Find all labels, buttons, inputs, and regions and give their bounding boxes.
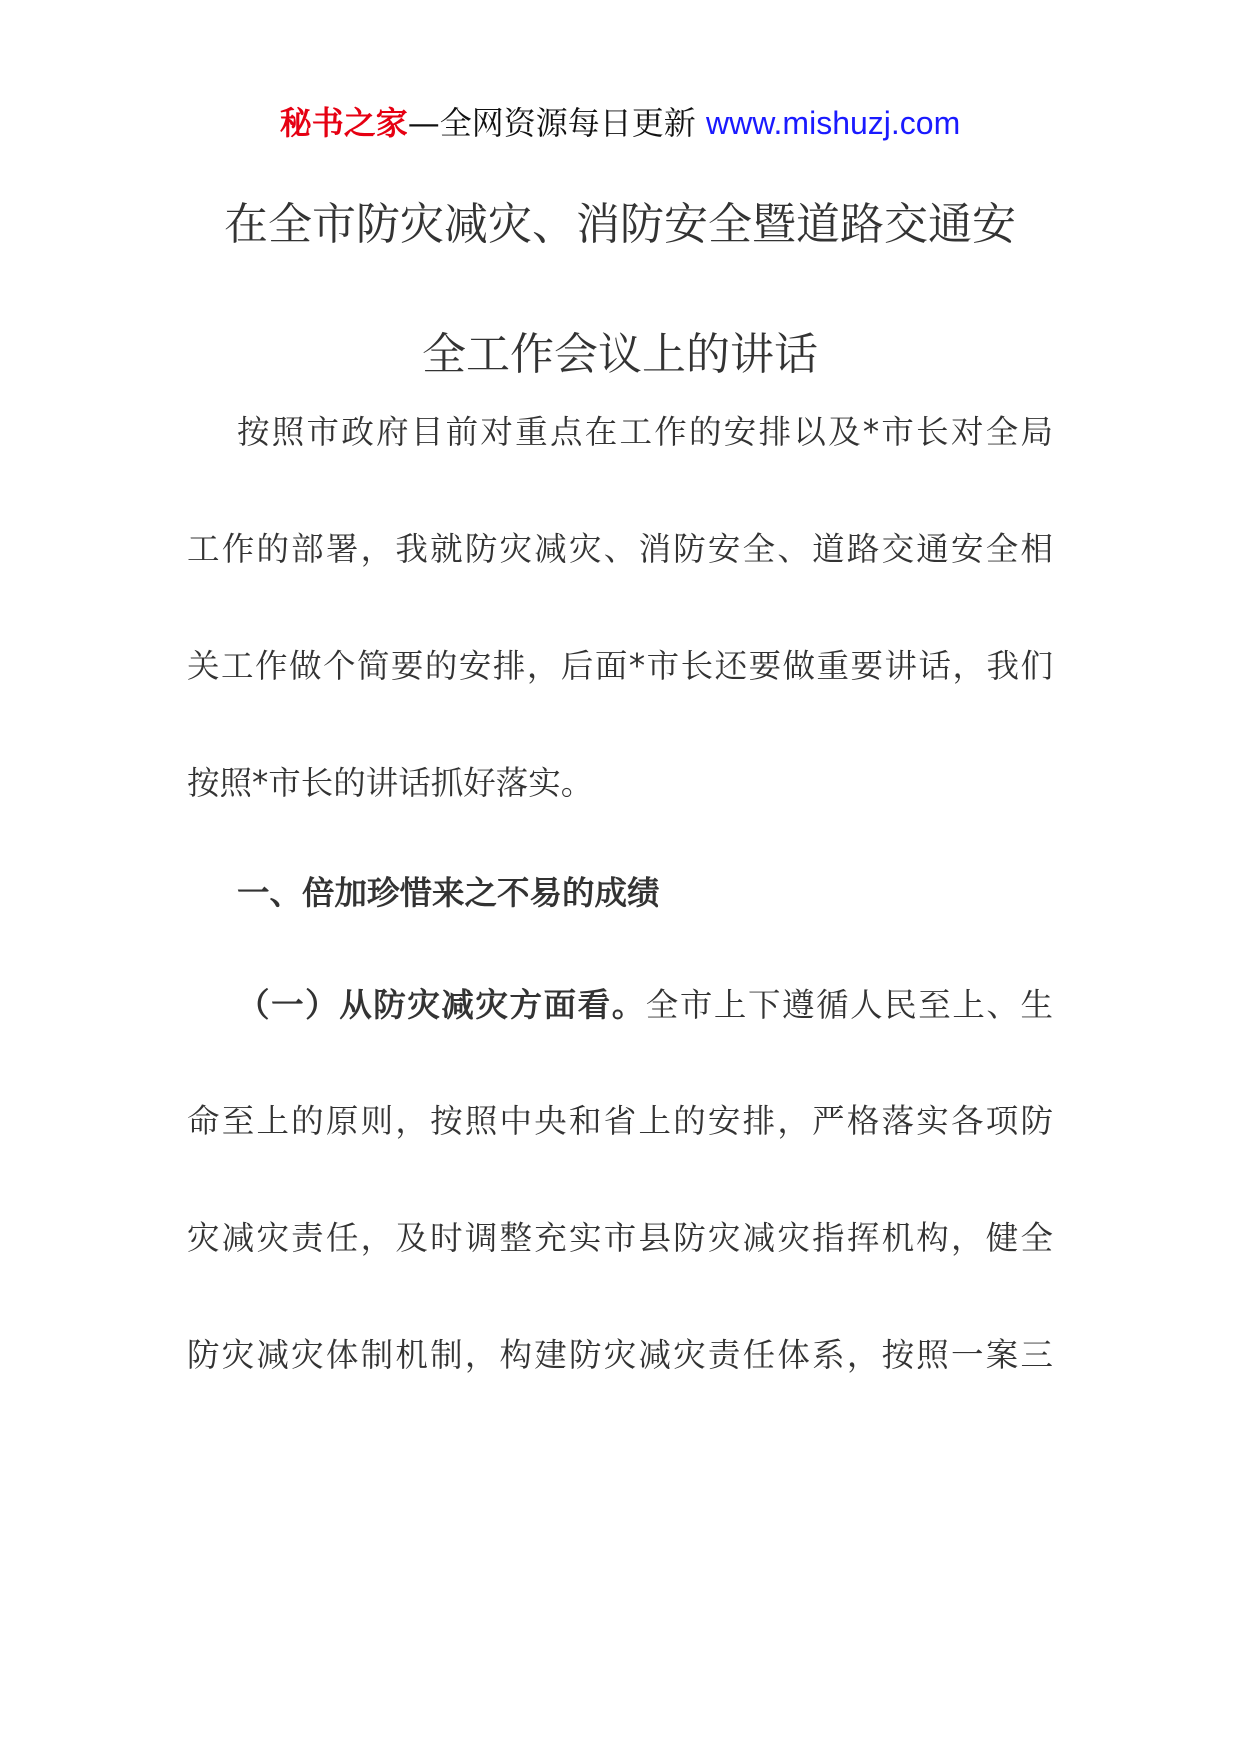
subsection-1-line-3: 灾减灾责任，及时调整充实市县防灾减灾指挥机构，健全 xyxy=(187,1219,1053,1257)
site-url-link[interactable]: www.mishuzj.com xyxy=(705,105,961,141)
paragraph-1-line-3: 关工作做个简要的安排，后面*市长还要做重要讲话，我们 xyxy=(187,647,1053,685)
subsection-1-text: 全市上下遵循人民至上、生 xyxy=(645,986,1053,1024)
section-1-heading: 一、倍加珍惜来之不易的成绩 xyxy=(237,874,660,912)
site-header xyxy=(0,101,1240,145)
paragraph-1-line-1: 按照市政府目前对重点在工作的安排以及*市长对全局 xyxy=(237,413,1053,451)
subsection-1-line-1 xyxy=(237,983,1053,1027)
subsection-1-line-2: 命至上的原则，按照中央和省上的安排，严格落实各项防 xyxy=(187,1102,1053,1140)
document-title-line-2: 全工作会议上的讲话 xyxy=(422,329,818,380)
header-tagline: —全网资源每日更新 xyxy=(407,104,696,142)
paragraph-1-line-2: 工作的部署，我就防灾减灾、消防安全、道路交通安全相 xyxy=(187,530,1053,568)
document-title-line-1: 在全市防灾减灾、消防安全暨道路交通安 xyxy=(224,199,1016,250)
brand-name: 秘书之家 xyxy=(279,104,408,142)
paragraph-1-line-4: 按照*市长的讲话抓好落实。 xyxy=(187,764,594,802)
subsection-1-line-4: 防灾减灾体制机制，构建防灾减灾责任体系，按照一案三 xyxy=(187,1336,1053,1374)
subsection-1-heading: （一）从防灾减灾方面看。 xyxy=(237,986,646,1024)
